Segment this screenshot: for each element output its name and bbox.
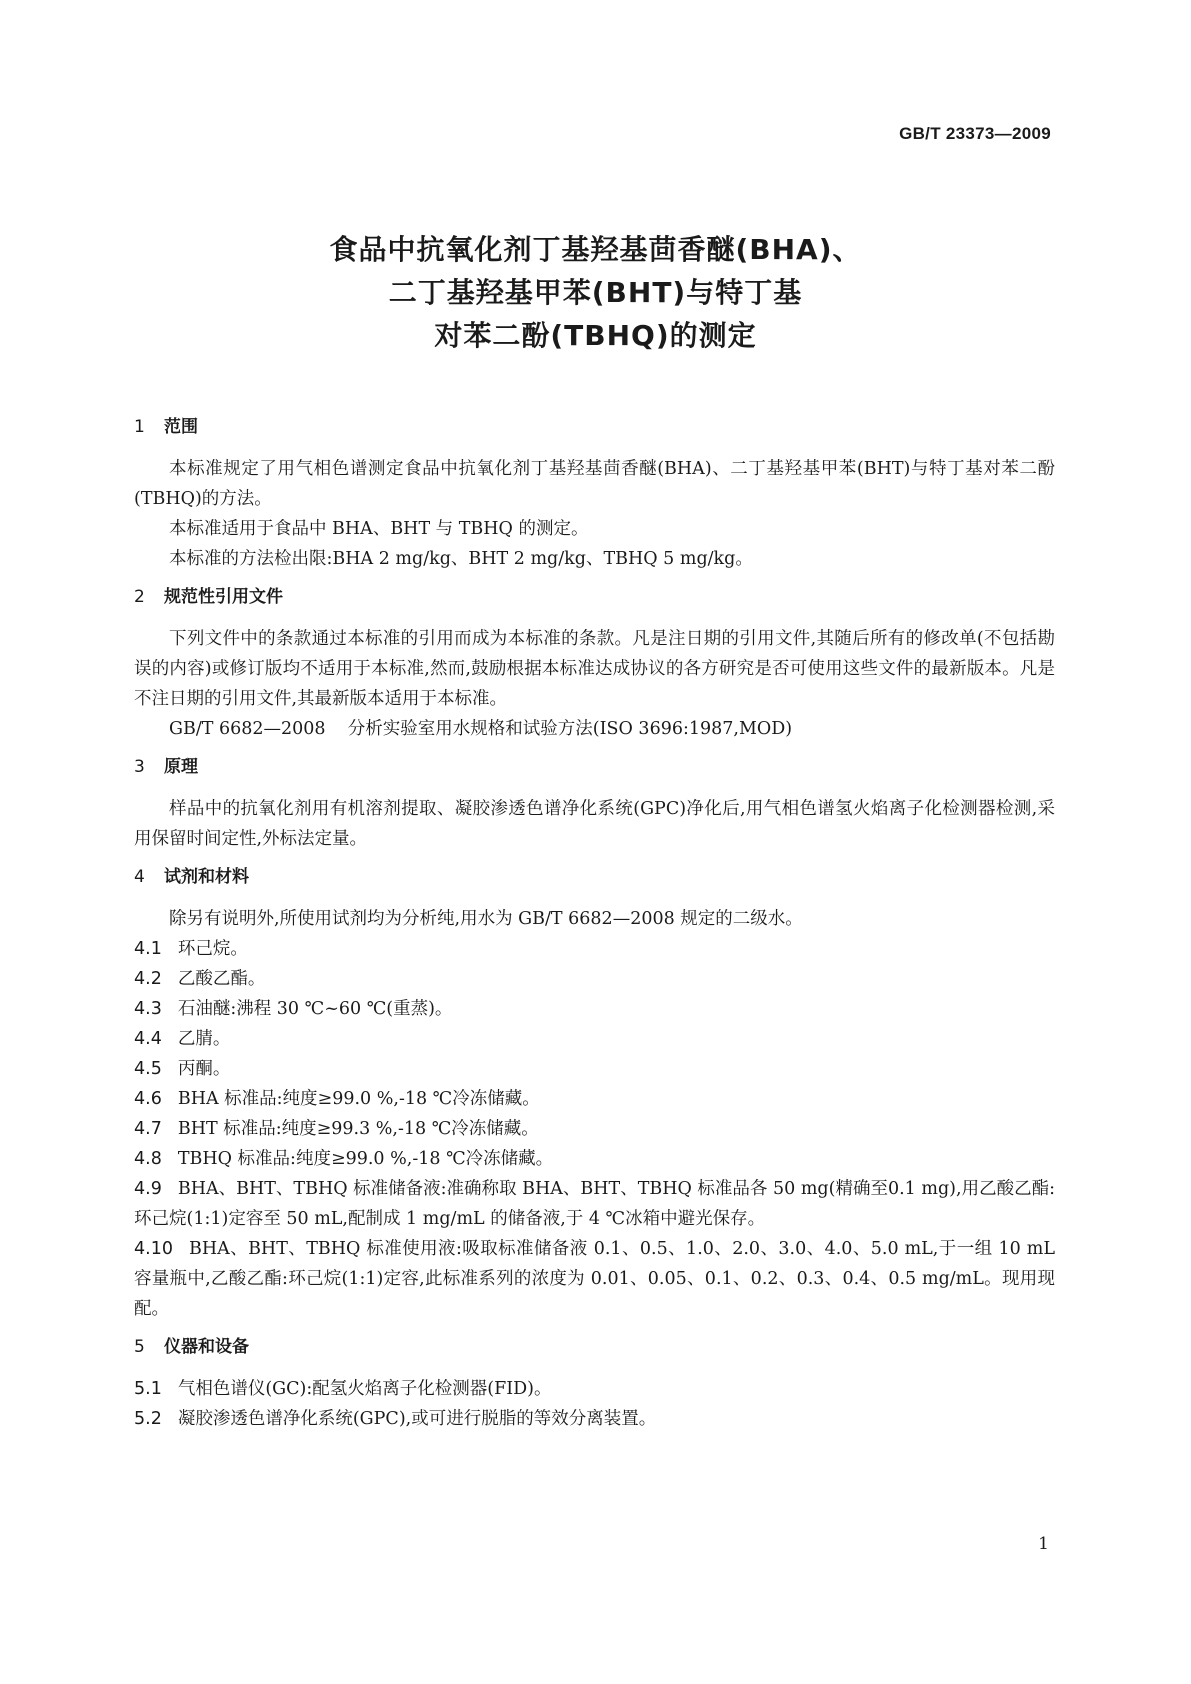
item-text: 石油醚:沸程 30 ℃~60 ℃(重蒸)。: [177, 999, 453, 1019]
standard-code: GB/T 23373—2009: [899, 124, 1051, 143]
item-number: 4.4: [134, 1029, 162, 1049]
item-text: TBHQ 标准品:纯度≥99.0 %,-18 ℃冷冻储藏。: [177, 1149, 554, 1169]
section-number: 5: [134, 1337, 145, 1357]
scope-paragraph-2: 本标准适用于食品中 BHA、BHT 与 TBHQ 的测定。: [169, 519, 589, 539]
section-title: 仪器和设备: [164, 1337, 249, 1357]
item-number: 4.6: [134, 1089, 162, 1109]
item-text: 气相色谱仪(GC):配氢火焰离子化检测器(FID)。: [177, 1379, 552, 1399]
section-number: 4: [134, 867, 145, 887]
list-item: [134, 1234, 1055, 1324]
item-number: 4.8: [134, 1149, 162, 1169]
list-item: [134, 1024, 1055, 1054]
scope-paragraph-3: 本标准的方法检出限:BHA 2 mg/kg、BHT 2 mg/kg、TBHQ 5 mg/kg。: [169, 549, 753, 569]
item-text: 乙腈。: [177, 1029, 231, 1049]
section-title: 范围: [164, 417, 198, 437]
title-line-2: 二丁基羟基甲苯(BHT)与特丁基: [388, 276, 803, 309]
item-number: 4.10: [134, 1239, 173, 1259]
list-item: [134, 934, 1055, 964]
item-text: BHA、BHT、TBHQ 标准使用液:吸取标准储备液 0.1、0.5、1.0、2.0、3.0、4.0、5.0 mL,于一组 10 mL 容量瓶中,乙酸乙酯:环己烷(1:1)定容,此标准系列的浓度为 0.01、0.05、0.1、0.2、0.3、0.4、0.5 mg/mL。现用现配。: [134, 1239, 1055, 1319]
item-number: 4.3: [134, 999, 162, 1019]
section-title: 试剂和材料: [164, 867, 249, 887]
document-body: [134, 412, 1055, 1434]
list-item: [134, 1374, 1055, 1404]
item-text: BHT 标准品:纯度≥99.3 %,-18 ℃冷冻储藏。: [177, 1119, 539, 1139]
list-item: [134, 1054, 1055, 1084]
section-4-heading: [134, 862, 1055, 892]
page-number: 1: [1038, 1534, 1049, 1554]
list-item: [134, 1114, 1055, 1144]
item-text: 丙酮。: [177, 1059, 231, 1079]
section-number: 1: [134, 417, 145, 437]
title-line-1: 食品中抗氧化剂丁基羟基茴香醚(BHA)、: [329, 233, 862, 266]
list-item: [134, 994, 1055, 1024]
list-item: [134, 1174, 1055, 1234]
list-item: [134, 1404, 1055, 1434]
item-number: 5.1: [134, 1379, 162, 1399]
list-item: [134, 1144, 1055, 1174]
item-text: BHA 标准品:纯度≥99.0 %,-18 ℃冷冻储藏。: [177, 1089, 540, 1109]
section-title: 原理: [164, 757, 198, 777]
normative-references-paragraph: 下列文件中的条款通过本标准的引用而成为本标准的条款。凡是注日期的引用文件,其随后所有的修改单(不包括勘误的内容)或修订版均不适用于本标准,然而,鼓励根据本标准达成协议的各方研究是否可使用这些文件的最新版本。凡是不注日期的引用文件,其最新版本适用于本标准。: [134, 629, 1055, 709]
item-number: 4.1: [134, 939, 162, 959]
section-number: 2: [134, 587, 145, 607]
item-number: 5.2: [134, 1409, 162, 1429]
list-item: [134, 1084, 1055, 1114]
document-title: [0, 228, 1191, 357]
item-text: 凝胶渗透色谱净化系统(GPC),或可进行脱脂的等效分离装置。: [177, 1409, 657, 1429]
reference-entry: GB/T 6682—2008 分析实验室用水规格和试验方法(ISO 3696:1987,MOD): [169, 719, 793, 739]
list-item: [134, 964, 1055, 994]
scope-paragraph-1: 本标准规定了用气相色谱测定食品中抗氧化剂丁基羟基茴香醚(BHA)、二丁基羟基甲苯(BHT)与特丁基对苯二酚(TBHQ)的方法。: [134, 459, 1055, 509]
section-title: 规范性引用文件: [164, 587, 283, 607]
section-number: 3: [134, 757, 145, 777]
title-line-3: 对苯二酚(TBHQ)的测定: [434, 319, 757, 352]
item-text: 环己烷。: [177, 939, 248, 959]
item-number: 4.9: [134, 1179, 162, 1199]
section-2-heading: [134, 582, 1055, 612]
item-text: 乙酸乙酯。: [177, 969, 266, 989]
section-1-heading: [134, 412, 1055, 442]
principle-paragraph: 样品中的抗氧化剂用有机溶剂提取、凝胶渗透色谱净化系统(GPC)净化后,用气相色谱氢火焰离子化检测器检测,采用保留时间定性,外标法定量。: [134, 799, 1055, 849]
reagents-intro: 除另有说明外,所使用试剂均为分析纯,用水为 GB/T 6682—2008 规定的二级水。: [169, 909, 803, 929]
section-5-heading: [134, 1332, 1055, 1362]
section-3-heading: [134, 752, 1055, 782]
item-number: 4.5: [134, 1059, 162, 1079]
item-number: 4.2: [134, 969, 162, 989]
item-text: BHA、BHT、TBHQ 标准储备液:准确称取 BHA、BHT、TBHQ 标准品各 50 mg(精确至0.1 mg),用乙酸乙酯:环己烷(1:1)定容至 50 mL,配制成 1 mg/mL 的储备液,于 4 ℃冰箱中避光保存。: [134, 1179, 1055, 1229]
item-number: 4.7: [134, 1119, 162, 1139]
